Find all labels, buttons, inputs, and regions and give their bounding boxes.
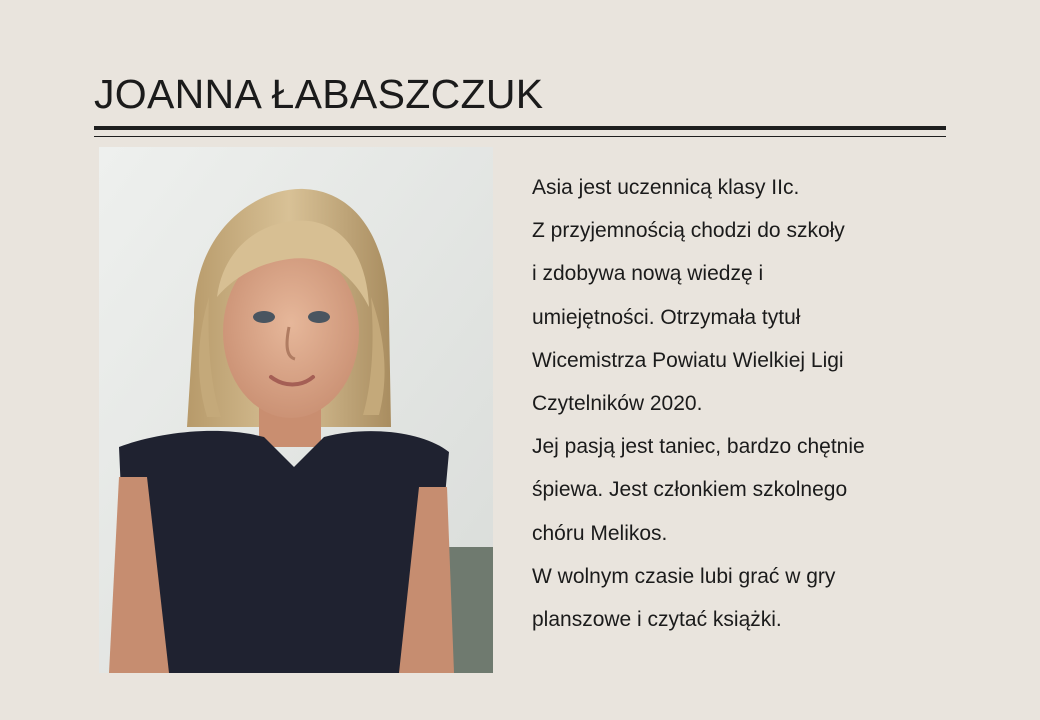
bio-line: Asia jest uczennicą klasy IIc. xyxy=(532,176,800,199)
bio-line: śpiewa. Jest członkiem szkolnego xyxy=(532,478,848,502)
bio-line: Wicemistrza Powiatu Wielkiej Ligi xyxy=(532,348,844,372)
page-title: JOANNA ŁABASZCZUK xyxy=(94,71,544,117)
bio-line: Czytelników 2020. xyxy=(532,391,703,415)
bio-line: Z przyjemnością chodzi do szkoły xyxy=(532,219,845,243)
bio-line: umiejętności. Otrzymała tytuł xyxy=(532,305,801,329)
bio-line: i zdobywa nową wiedzę i xyxy=(532,262,764,286)
bio-line: Jej pasją jest taniec, bardzo chętnie xyxy=(532,435,865,459)
bio-line: W wolnym czasie lubi grać w gry xyxy=(532,564,836,588)
bio-line: chóru Melikos. xyxy=(532,521,668,545)
title-underline-thick xyxy=(94,126,946,130)
title-underline-thin xyxy=(94,136,946,137)
bio-text xyxy=(532,166,962,641)
bio-line: planszowe i czytać książki. xyxy=(532,607,782,631)
portrait-photo xyxy=(99,147,493,673)
